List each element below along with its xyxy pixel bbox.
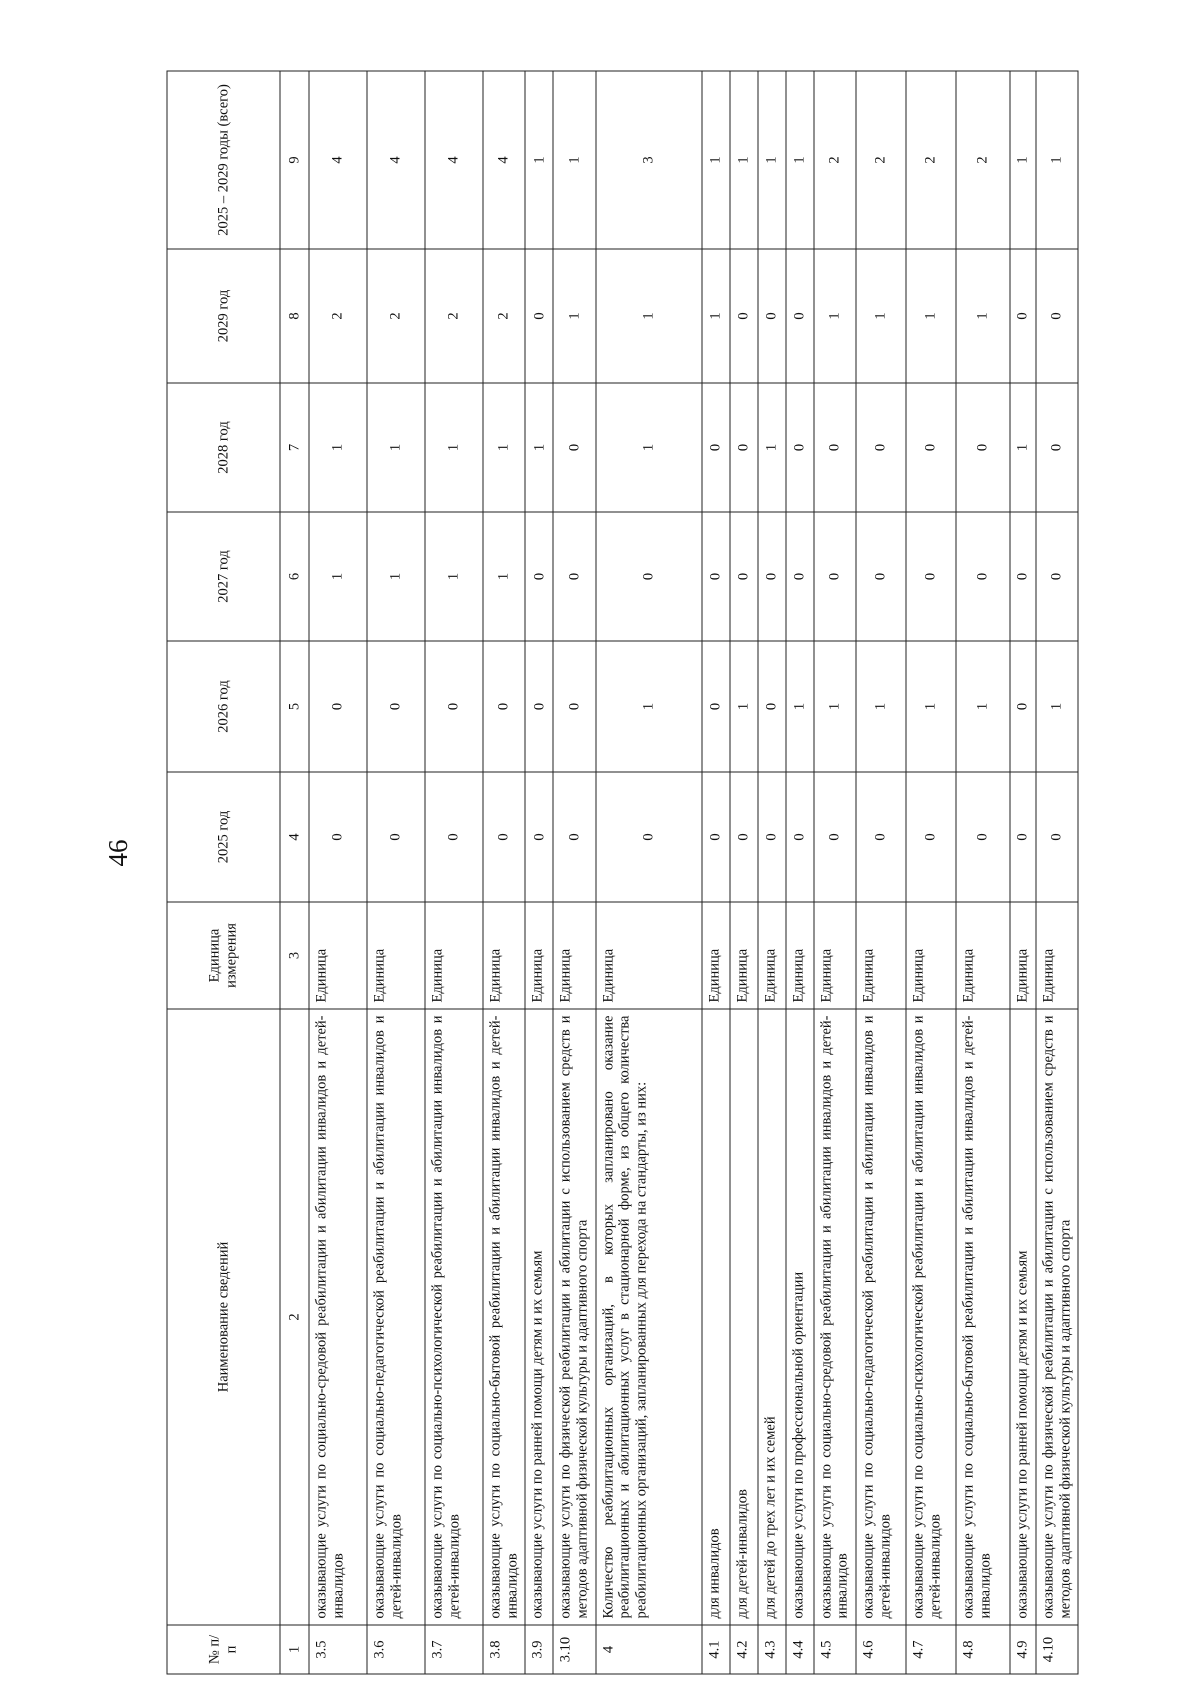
row-unit-cell: Единица <box>1010 902 1036 1009</box>
row-value-cell: 1 <box>525 383 553 512</box>
row-value-cell: 0 <box>729 512 757 641</box>
index-cell: 3 <box>280 902 309 1009</box>
row-unit-cell: Единица <box>956 902 1010 1009</box>
row-value-cell: 0 <box>906 512 956 641</box>
row-value-cell: 1 <box>483 383 525 512</box>
row-number-cell: 3.10 <box>553 1625 595 1674</box>
table-row <box>785 71 813 1674</box>
table-row <box>701 71 729 1674</box>
row-name-cell: оказывающие услуги по социально-средовой реабилитации и абилитации инвалидов и детей-инвалидов <box>813 1009 855 1625</box>
row-value-cell: 0 <box>729 772 757 902</box>
row-name-cell: оказывающие услуги по физической реабилитации и абилитации с использованием средств и методов адаптивной физической культуры и адаптивного спорта <box>553 1009 595 1625</box>
row-unit-cell: Единица <box>701 902 729 1009</box>
row-value-cell: 0 <box>525 641 553 772</box>
row-unit-cell: Единица <box>856 902 906 1009</box>
row-value-cell: 0 <box>956 383 1010 512</box>
row-number-cell: 3.8 <box>483 1625 525 1674</box>
table-row <box>525 71 553 1674</box>
table-row <box>595 71 701 1674</box>
row-value-cell: 0 <box>701 772 729 902</box>
row-value-cell: 0 <box>553 641 595 772</box>
header-cell-name: Наименование сведений <box>167 1009 280 1625</box>
row-value-cell: 0 <box>525 772 553 902</box>
index-cell: 9 <box>280 71 309 249</box>
row-number-cell: 4.6 <box>856 1625 906 1674</box>
row-value-cell: 0 <box>553 383 595 512</box>
row-unit-cell: Единица <box>906 902 956 1009</box>
row-value-cell: 0 <box>757 772 785 902</box>
row-value-cell: 1 <box>483 512 525 641</box>
table-row <box>367 71 425 1674</box>
row-value-cell: 1 <box>813 249 855 383</box>
row-value-cell: 1 <box>595 249 701 383</box>
row-number-cell: 4.10 <box>1036 1625 1078 1674</box>
row-value-cell: 1 <box>525 71 553 249</box>
row-unit-cell: Единица <box>729 902 757 1009</box>
row-value-cell: 1 <box>367 512 425 641</box>
row-value-cell: 0 <box>595 512 701 641</box>
row-value-cell: 1 <box>1036 641 1078 772</box>
row-value-cell: 0 <box>813 383 855 512</box>
row-value-cell: 0 <box>525 512 553 641</box>
row-value-cell: 1 <box>595 641 701 772</box>
row-unit-cell: Единица <box>367 902 425 1009</box>
row-value-cell: 2 <box>856 71 906 249</box>
header-cell-unit: Единица измерения <box>167 902 280 1009</box>
row-value-cell: 1 <box>785 71 813 249</box>
row-value-cell: 0 <box>701 641 729 772</box>
row-value-cell: 0 <box>553 772 595 902</box>
row-unit-cell: Единица <box>1036 902 1078 1009</box>
row-value-cell: 0 <box>1036 383 1078 512</box>
header-cell-2028: 2028 год <box>167 383 280 512</box>
row-value-cell: 0 <box>1036 512 1078 641</box>
row-value-cell: 0 <box>757 249 785 383</box>
index-cell: 2 <box>280 1009 309 1625</box>
row-value-cell: 0 <box>483 641 525 772</box>
row-unit-cell: Единица <box>553 902 595 1009</box>
row-number-cell: 4.1 <box>701 1625 729 1674</box>
row-value-cell: 0 <box>425 641 483 772</box>
row-value-cell: 0 <box>956 512 1010 641</box>
row-number-cell: 3.9 <box>525 1625 553 1674</box>
row-value-cell: 0 <box>1036 772 1078 902</box>
row-unit-cell: Единица <box>757 902 785 1009</box>
row-value-cell: 0 <box>813 512 855 641</box>
table-row <box>553 71 595 1674</box>
header-cell-total: 2025 – 2029 годы (всего) <box>167 71 280 249</box>
table-row <box>1036 71 1078 1674</box>
row-name-cell: оказывающие услуги по ранней помощи детям и их семьям <box>1010 1009 1036 1625</box>
row-value-cell: 1 <box>425 383 483 512</box>
row-value-cell: 2 <box>425 249 483 383</box>
table-row <box>906 71 956 1674</box>
row-value-cell: 0 <box>701 383 729 512</box>
row-value-cell: 0 <box>425 772 483 902</box>
row-value-cell: 1 <box>729 71 757 249</box>
row-value-cell: 0 <box>856 512 906 641</box>
row-value-cell: 1 <box>309 383 367 512</box>
row-value-cell: 2 <box>367 249 425 383</box>
row-value-cell: 0 <box>856 383 906 512</box>
header-cell-2027: 2027 год <box>167 512 280 641</box>
row-value-cell: 4 <box>309 71 367 249</box>
row-name-cell: оказывающие услуги по социально-бытовой реабилитации и абилитации инвалидов и детей-инвалидов <box>483 1009 525 1625</box>
row-value-cell: 0 <box>785 772 813 902</box>
row-value-cell: 0 <box>1010 249 1036 383</box>
table-body <box>167 71 1078 1674</box>
page-number: 46 <box>103 839 133 867</box>
table-row <box>757 71 785 1674</box>
row-value-cell: 2 <box>906 71 956 249</box>
row-number-cell: 4 <box>595 1625 701 1674</box>
row-value-cell: 0 <box>483 772 525 902</box>
row-number-cell: 4.3 <box>757 1625 785 1674</box>
row-name-cell: для детей-инвалидов <box>729 1009 757 1625</box>
row-value-cell: 3 <box>595 71 701 249</box>
row-value-cell: 0 <box>1010 641 1036 772</box>
row-value-cell: 0 <box>729 383 757 512</box>
row-value-cell: 0 <box>595 772 701 902</box>
index-cell: 7 <box>280 383 309 512</box>
row-value-cell: 1 <box>367 383 425 512</box>
row-value-cell: 0 <box>785 512 813 641</box>
row-value-cell: 1 <box>553 71 595 249</box>
rotated-page-content <box>166 72 1196 1675</box>
row-value-cell: 0 <box>956 772 1010 902</box>
row-value-cell: 1 <box>425 512 483 641</box>
row-number-cell: 4.2 <box>729 1625 757 1674</box>
table-row <box>425 71 483 1674</box>
table-row <box>483 71 525 1674</box>
row-value-cell: 1 <box>813 641 855 772</box>
index-cell: 8 <box>280 249 309 383</box>
row-value-cell: 0 <box>1036 249 1078 383</box>
data-table <box>166 71 1078 1675</box>
row-name-cell: оказывающие услуги по социально-средовой реабилитации и абилитации инвалидов и детей-инвалидов <box>309 1009 367 1625</box>
row-number-cell: 4.9 <box>1010 1625 1036 1674</box>
row-value-cell: 0 <box>785 249 813 383</box>
row-value-cell: 1 <box>906 249 956 383</box>
row-value-cell: 1 <box>553 249 595 383</box>
row-value-cell: 0 <box>785 383 813 512</box>
table-row <box>1010 71 1036 1674</box>
row-value-cell: 2 <box>956 71 1010 249</box>
row-number-cell: 3.5 <box>309 1625 367 1674</box>
row-value-cell: 1 <box>729 641 757 772</box>
row-value-cell: 1 <box>1036 71 1078 249</box>
row-number-cell: 4.8 <box>956 1625 1010 1674</box>
row-value-cell: 0 <box>525 249 553 383</box>
row-value-cell: 1 <box>701 249 729 383</box>
index-cell: 4 <box>280 772 309 902</box>
header-cell-num: № п/п <box>167 1625 280 1674</box>
row-unit-cell: Единица <box>785 902 813 1009</box>
row-value-cell: 1 <box>595 383 701 512</box>
row-unit-cell: Единица <box>483 902 525 1009</box>
row-name-cell: оказывающие услуги по социально-психологической реабилитации и абилитации инвалидов и детей-инвалидов <box>906 1009 956 1625</box>
row-name-cell: оказывающие услуги по социально-бытовой реабилитации и абилитации инвалидов и детей-инвалидов <box>956 1009 1010 1625</box>
row-value-cell: 1 <box>956 249 1010 383</box>
row-name-cell: оказывающие услуги по социально-педагогической реабилитации и абилитации инвалидов и детей-инвалидов <box>856 1009 906 1625</box>
row-number-cell: 3.7 <box>425 1625 483 1674</box>
row-unit-cell: Единица <box>425 902 483 1009</box>
row-value-cell: 1 <box>1010 383 1036 512</box>
row-value-cell: 0 <box>309 772 367 902</box>
row-value-cell: 1 <box>856 641 906 772</box>
row-value-cell: 4 <box>483 71 525 249</box>
row-value-cell: 0 <box>553 512 595 641</box>
row-number-cell: 4.5 <box>813 1625 855 1674</box>
row-unit-cell: Единица <box>309 902 367 1009</box>
row-name-cell: для детей до трех лет и их семей <box>757 1009 785 1625</box>
row-value-cell: 4 <box>425 71 483 249</box>
index-cell: 5 <box>280 641 309 772</box>
row-value-cell: 0 <box>729 249 757 383</box>
row-number-cell: 3.6 <box>367 1625 425 1674</box>
row-value-cell: 0 <box>701 512 729 641</box>
row-value-cell: 0 <box>906 383 956 512</box>
table-row <box>856 71 906 1674</box>
row-value-cell: 0 <box>813 772 855 902</box>
header-cell-2029: 2029 год <box>167 249 280 383</box>
index-cell: 6 <box>280 512 309 641</box>
row-name-cell: оказывающие услуги по социально-психологической реабилитации и абилитации инвалидов и детей-инвалидов <box>425 1009 483 1625</box>
row-name-cell: для инвалидов <box>701 1009 729 1625</box>
row-value-cell: 0 <box>309 641 367 772</box>
row-value-cell: 0 <box>856 772 906 902</box>
row-value-cell: 4 <box>367 71 425 249</box>
row-unit-cell: Единица <box>525 902 553 1009</box>
row-unit-cell: Единица <box>595 902 701 1009</box>
row-value-cell: 1 <box>757 383 785 512</box>
row-value-cell: 0 <box>757 512 785 641</box>
row-number-cell: 4.7 <box>906 1625 956 1674</box>
row-value-cell: 0 <box>1010 512 1036 641</box>
row-number-cell: 4.4 <box>785 1625 813 1674</box>
row-value-cell: 1 <box>309 512 367 641</box>
row-name-cell: оказывающие услуги по профессиональной ориентации <box>785 1009 813 1625</box>
row-name-cell: оказывающие услуги по физической реабилитации и абилитации с использованием средств и методов адаптивной физической культуры и адаптивного спорта <box>1036 1009 1078 1625</box>
header-cell-2025: 2025 год <box>167 772 280 902</box>
table-row <box>309 71 367 1674</box>
row-value-cell: 1 <box>1010 71 1036 249</box>
column-index-row <box>280 71 309 1674</box>
row-value-cell: 1 <box>906 641 956 772</box>
table-row <box>956 71 1010 1674</box>
index-cell: 1 <box>280 1625 309 1674</box>
row-value-cell: 1 <box>856 249 906 383</box>
row-value-cell: 1 <box>757 71 785 249</box>
row-value-cell: 2 <box>813 71 855 249</box>
header-cell-2026: 2026 год <box>167 641 280 772</box>
row-value-cell: 1 <box>956 641 1010 772</box>
row-value-cell: 0 <box>367 641 425 772</box>
row-name-cell: оказывающие услуги по ранней помощи детям и их семьям <box>525 1009 553 1625</box>
row-unit-cell: Единица <box>813 902 855 1009</box>
row-value-cell: 0 <box>367 772 425 902</box>
table-row <box>813 71 855 1674</box>
row-value-cell: 1 <box>701 71 729 249</box>
row-value-cell: 1 <box>785 641 813 772</box>
table-row <box>729 71 757 1674</box>
row-value-cell: 2 <box>483 249 525 383</box>
row-value-cell: 0 <box>757 641 785 772</box>
row-value-cell: 2 <box>309 249 367 383</box>
row-name-cell: Количество реабилитационных организаций, в которых запланировано оказание реабилитационных и абилитационных услуг в стационарной форме, из общего количества реабилитационных организаций, запланированных для перехода на стандарты, из них: <box>595 1009 701 1625</box>
header-row <box>167 71 280 1674</box>
row-value-cell: 0 <box>906 772 956 902</box>
row-name-cell: оказывающие услуги по социально-педагогической реабилитации и абилитации инвалидов и детей-инвалидов <box>367 1009 425 1625</box>
row-value-cell: 0 <box>1010 772 1036 902</box>
